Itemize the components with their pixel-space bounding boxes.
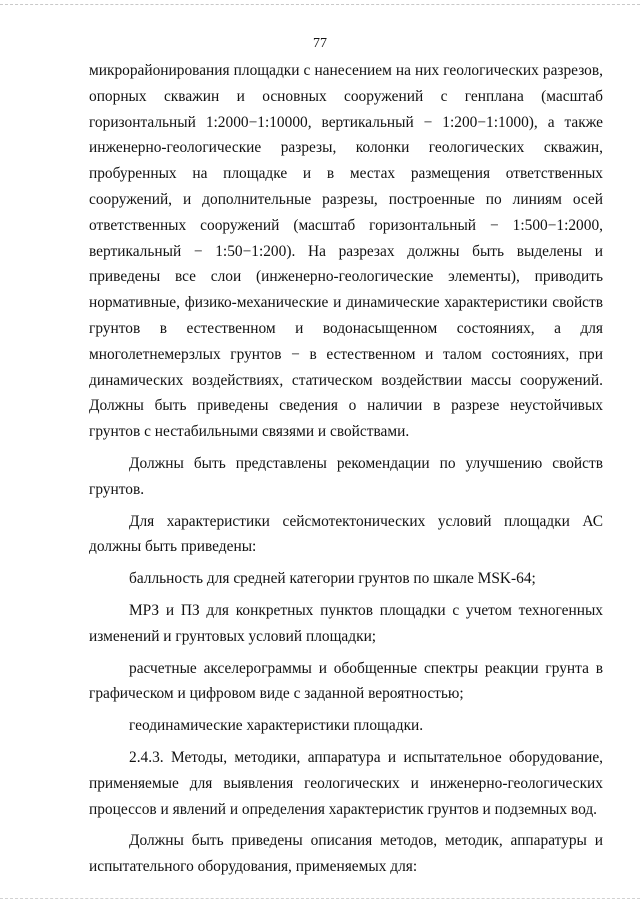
paragraph-seismotectonic-intro: Для характеристики сейсмотектонических условий площадки АС должны быть приведены:: [89, 512, 603, 556]
list-item-accelerograms: расчетные акселерограммы и обобщенные спектры реакции грунта в графическом и цифровом виде с заданной вероятностью;: [89, 659, 603, 703]
paragraph-continuation: микрорайонирования площадки с нанесением на них геологических разрезов, опорных скважин и основных сооружений с генплана (масштаб горизонтальный 1:2000−1:10000, вертикальный − 1:200−1:1000), а также инженерно-геологические разрезы, колонки геологических скважин, пробуренных на площадке и в местах размещения ответственных сооружений, и дополнительные разрезы, построенные по линиям осей ответственных сооружений (масштаб горизонтальный − 1:500−1:2000, вертикальный − 1:50−1:200). На разрезах должны быть выделены и приведены все слои (инженерно-геологические элементы), приводить нормативные, физико-механические и динамические характеристики свойств грунтов в естественном и водонасыщенном состояниях, а для многолетнемерзлых грунтов − в естественном и талом состояниях, при динамических воздействиях, статическом воздействии массы сооружений. Должны быть приведены сведения о наличии в разрезе неустойчивых грунтов с нестабильными связями и свойствами.: [89, 62, 603, 441]
document-body: [89, 58, 603, 880]
list-item-geodynamic: геодинамические характеристики площадки.: [129, 717, 424, 735]
section-heading-2-4-3: 2.4.3. Методы, методики, аппаратура и испытательное оборудование, применяемые для выявления геологических и инженерно-геологических процессов и явлений и определения характеристик грунтов и подземных вод.: [89, 748, 603, 818]
list-item-intensity: балльность для средней категории грунтов по шкале MSK-64;: [129, 570, 536, 588]
scan-edge-top: [0, 4, 640, 5]
scan-edge-bottom: [0, 898, 640, 899]
paragraph-methods-description: Должны быть приведены описания методов, методик, аппаратуры и испытательного оборудования, применяемых для:: [89, 832, 603, 876]
page-number: 77: [313, 36, 327, 51]
paragraph-recommendations: Должны быть представлены рекомендации по улучшению свойств грунтов.: [89, 454, 603, 498]
list-item-mrz-pz: МРЗ и ПЗ для конкретных пунктов площадки с учетом техногенных изменений и грунтовых условий площадки;: [89, 601, 603, 645]
